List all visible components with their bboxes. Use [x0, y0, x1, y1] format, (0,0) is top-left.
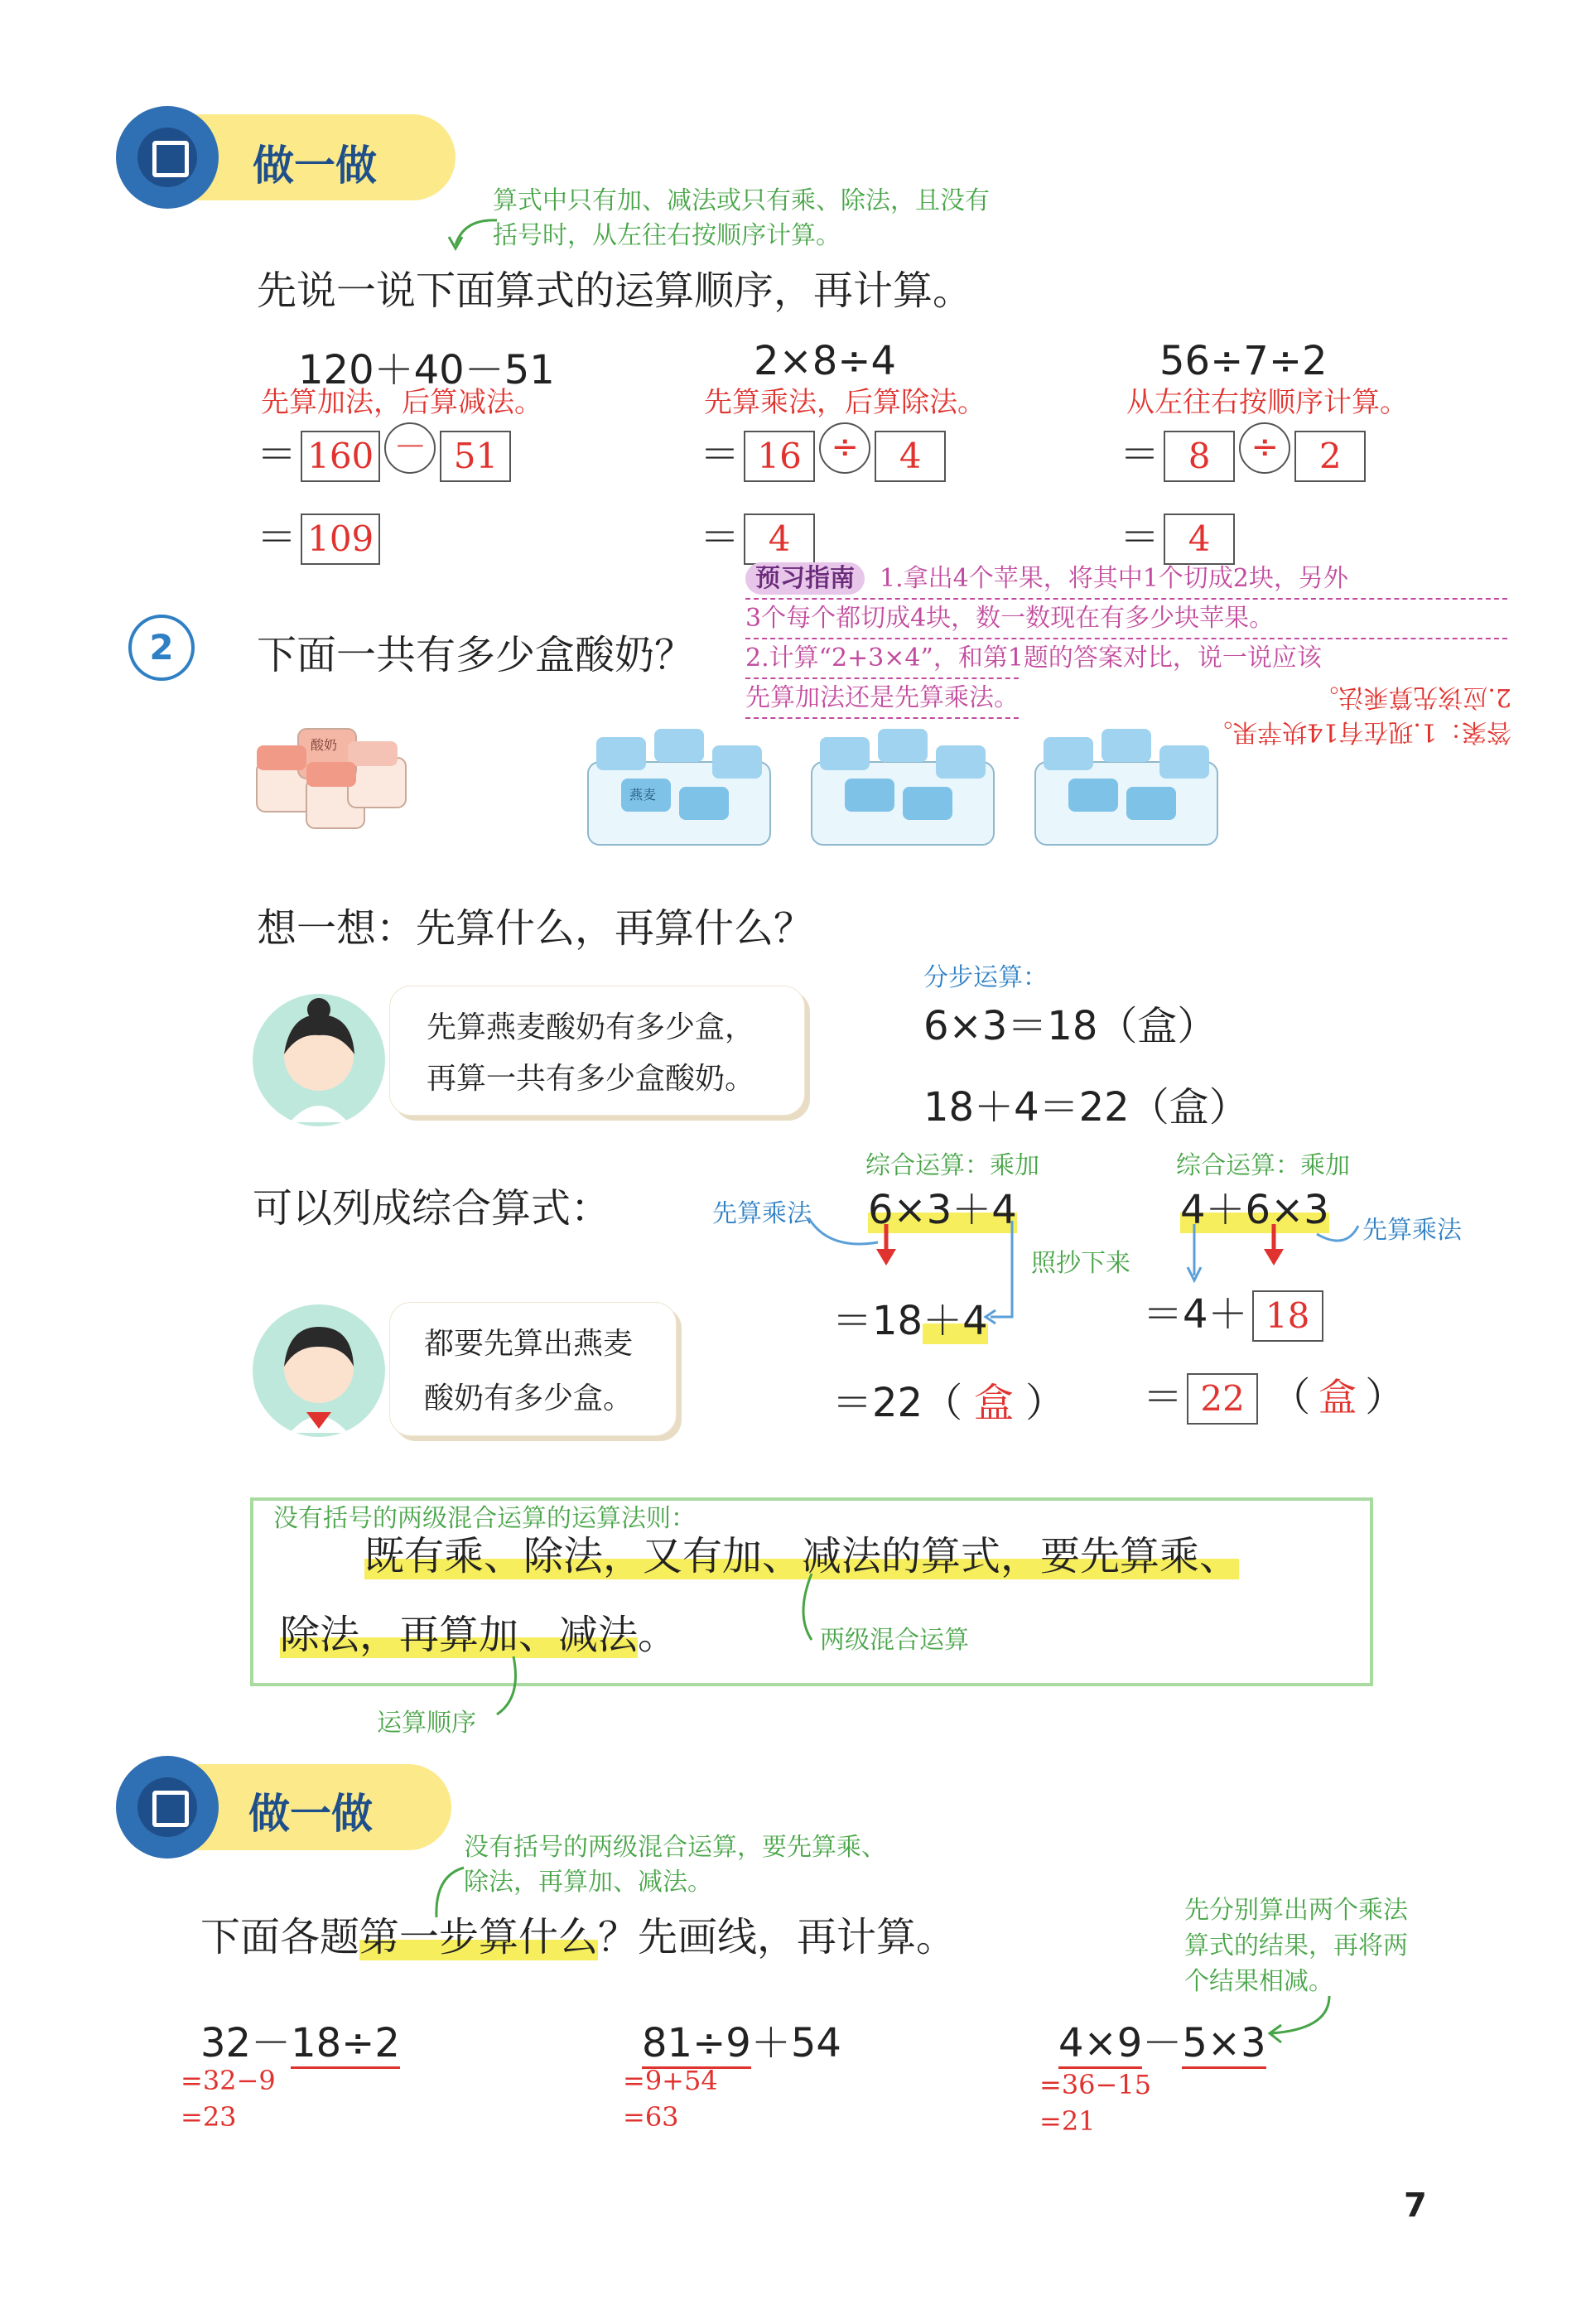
note-copy-down: 照抄下来: [1031, 1249, 1130, 1278]
note-arrow: [439, 212, 505, 253]
operator-circle: －: [384, 422, 436, 474]
yogurt-pack-oat-3: [1027, 712, 1226, 878]
combined-label: 可以列成综合算式：: [253, 1185, 611, 1232]
oat-label: 燕麦: [629, 787, 657, 803]
step-eq-2: 18＋4＝22（盒）: [923, 1084, 1249, 1131]
exercise-1: 32－18÷2: [200, 2011, 400, 2068]
practice-icon: [116, 1756, 219, 1859]
answer-box: 4: [1164, 513, 1235, 565]
answer-box: 160: [301, 431, 380, 482]
exercise-1-work: =32−9 =23: [181, 2065, 276, 2133]
exercise-2-work: =9+54 =63: [623, 2065, 718, 2133]
answer-box: 51: [440, 431, 511, 482]
think-prompt: 想一想：先算什么，再算什么？: [257, 905, 814, 952]
combined-step1-left: ＝18＋4: [832, 1298, 988, 1344]
step-1: ＝ 160 － 51: [257, 422, 511, 482]
yogurt-pack-strawberry: [248, 712, 414, 853]
combined-step2-left: ＝22（ 盒 ）: [832, 1380, 1066, 1426]
combined-expr-right: 4＋6×3: [1180, 1187, 1329, 1233]
rule-line-1: 既有乘、除法，又有加、减法的算式，要先算乘、: [364, 1533, 1240, 1579]
girl-avatar: [248, 990, 389, 1131]
exercise-3: 4×9－5×3: [1058, 2011, 1266, 2068]
step-3: ＝ 8 ÷ 2: [1120, 422, 1366, 482]
note-order: 运算顺序: [377, 1709, 476, 1738]
combo-note-right: 综合运算：乘加: [1176, 1151, 1350, 1180]
combined-step1-right: ＝4＋ 18: [1143, 1282, 1323, 1342]
expr-2: 2×8÷4: [754, 338, 897, 384]
result-1: ＝ 109: [257, 505, 380, 565]
note-first-mult-left: 先算乘法: [712, 1199, 812, 1228]
answer-box: 4: [744, 513, 815, 565]
combined-step2-right: ＝ 22 （ 盒 ）: [1143, 1365, 1405, 1425]
practice-icon: [116, 106, 219, 209]
exercise-2: 81÷9＋54: [642, 2011, 841, 2068]
preview-answer: 答案：1.现在有14块苹果。 2.应该先算乘法。: [1208, 682, 1511, 746]
note-rule-2: 没有括号的两级混合运算，要先算乘、 除法，再算加、减法。: [464, 1833, 886, 1897]
side-note-arrow: [1263, 1988, 1354, 2054]
hint-3: 从左往右按顺序计算。: [1126, 386, 1408, 419]
preview-guide: 预习指南 1.拿出4个苹果，将其中1个切成2块，另外 3个每个都切成4块，数一数现在有多少块苹果。 2.计算“2+3×4”，和第1题的答案对比，说一说应该 先算加法还是先算乘法。: [745, 560, 1507, 719]
answer-box: 2: [1294, 431, 1366, 482]
problem2-question: 下面一共有多少盒酸奶？: [257, 632, 695, 678]
combined-expr-left: 6×3＋4: [868, 1187, 1017, 1233]
section-title: 做一做: [253, 141, 377, 190]
rule-note-arrows: [480, 1565, 828, 1731]
yogurt-pack-oat-2: [803, 712, 1002, 878]
girl-speech-text: 先算燕麦酸奶有多少盒， 再算一共有多少盒酸奶。: [427, 1010, 755, 1096]
hint-2: 先算乘法，后算除法。: [704, 386, 986, 419]
hint-1: 先算加法，后算减法。: [261, 386, 542, 419]
note-first-mult-right: 先算乘法: [1362, 1216, 1462, 1245]
side-note: 先分别算出两个乘法 算式的结果，再将两 个结果相减。: [1184, 1896, 1408, 1996]
expr-3: 56÷7÷2: [1159, 338, 1328, 384]
answer-box: 16: [744, 431, 815, 482]
exercise-3-work: =36−15 =21: [1039, 2069, 1152, 2137]
preview-tag: 预习指南: [745, 562, 865, 595]
rule-title: 没有括号的两级混合运算的运算法则：: [273, 1504, 696, 1533]
note-mixed-ops: 两级混合运算: [820, 1626, 969, 1655]
boy-avatar: [248, 1300, 389, 1441]
step-2: ＝ 16 ÷ 4: [700, 422, 946, 482]
yogurt-pack-oat-1: [580, 712, 779, 878]
answer-box: 18: [1252, 1290, 1323, 1342]
answer-box: 4: [875, 431, 946, 482]
expr-1: 120＋40－51: [298, 347, 555, 393]
page-number: 7: [1404, 2187, 1427, 2225]
note-rule-top: 算式中只有加、减法或只有乘、除法，且没有 括号时，从左往右按顺序计算。: [493, 186, 990, 250]
result-2: ＝ 4: [700, 505, 815, 565]
instruction: 先说一说下面算式的运算顺序，再计算。: [257, 268, 973, 314]
answer-box: 8: [1164, 431, 1235, 482]
boy-speech-text: 都要先算出燕麦 酸奶有多少盒。: [424, 1327, 634, 1415]
rule-line-2: 除法，再算加、减法。: [280, 1612, 678, 1658]
answer-box: 22: [1187, 1373, 1258, 1425]
instruction-2: 下面各题第一步算什么？先画线，再计算。: [200, 1914, 957, 1960]
step-eq-1: 6×3＝18（盒）: [923, 1003, 1217, 1049]
yogurt-label: 酸奶: [311, 737, 338, 753]
operator-circle: ÷: [1239, 422, 1290, 474]
step-title: 分步运算：: [923, 963, 1048, 992]
answer-box: 109: [301, 513, 380, 565]
combo-note-left: 综合运算：乘加: [865, 1151, 1039, 1180]
result-3: ＝ 4: [1120, 505, 1235, 565]
problem-number: 2: [128, 615, 195, 681]
section-title-2: 做一做: [248, 1789, 373, 1838]
operator-circle: ÷: [819, 422, 870, 474]
